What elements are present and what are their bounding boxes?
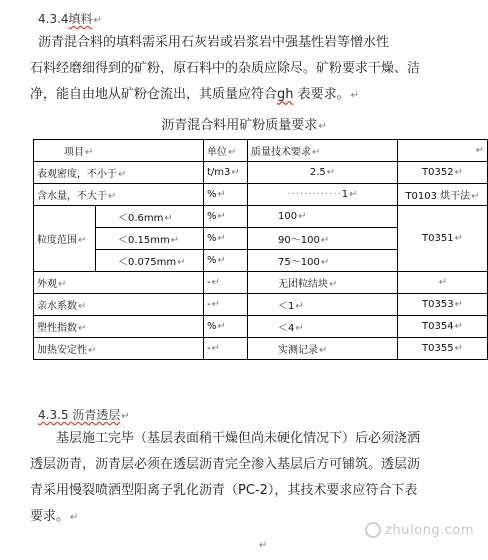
- table-row: [34, 294, 488, 316]
- table-header-row: [34, 140, 488, 162]
- paragraph-line: 净，能自由地从矿粉仓流出，其质量应符合gh 表要求。↵: [30, 87, 360, 102]
- cell-unit: t/m3↵: [204, 162, 248, 184]
- cell-method: ↵: [398, 272, 488, 294]
- header-method: ↵: [398, 140, 488, 162]
- cell-unit: %↵: [204, 316, 248, 338]
- filler-paragraph: [30, 30, 470, 109]
- cell-unit: %↵: [204, 250, 248, 272]
- prime-coat-paragraph: [30, 426, 470, 531]
- cell-item: 塑性指数↵: [34, 316, 204, 338]
- cell-method: T0103 烘干法↵: [398, 184, 488, 206]
- cell-unit: %↵: [204, 228, 248, 250]
- return-mark-icon: ↵: [70, 512, 79, 523]
- spec-reference: gh: [277, 87, 294, 102]
- cell-requirement: 无团粒结块↵: [248, 272, 398, 294]
- return-mark-icon: ↵: [318, 121, 327, 132]
- cell-requirement: 实测记录↵: [248, 338, 398, 360]
- cell-grain-size: ＜0.6mm↵: [96, 206, 204, 228]
- zhulong-logo-icon: [365, 522, 381, 538]
- header-item: 项目↵: [34, 140, 204, 162]
- section-heading-435: [38, 406, 130, 423]
- cell-item: 含水量，不大于↵: [34, 184, 204, 206]
- cell-method: T0355↵: [398, 338, 488, 360]
- cell-unit: -↵: [204, 272, 248, 294]
- paragraph-line: 基层施工完毕（基层表面稍干燥但尚未硬化情况下）后必须浇洒: [56, 431, 421, 446]
- heading-number: 4.3.4: [38, 12, 69, 26]
- table-row: [34, 316, 488, 338]
- paragraph-line: 要求。↵: [30, 509, 79, 524]
- cell-unit: -↵: [204, 338, 248, 360]
- table-row: [34, 162, 488, 184]
- cell-requirement: ·············1↵: [248, 184, 398, 206]
- return-mark-icon: ↵: [259, 540, 268, 551]
- paragraph-line: 石料经磨细得到的矿粉，原石料中的杂质应除尽。矿粉要求干燥、洁: [30, 61, 421, 76]
- cell-item: 亲水系数↵: [34, 294, 204, 316]
- heading-title: 4.3.5 沥青透层: [38, 408, 121, 422]
- table-row: [34, 338, 488, 360]
- paragraph-line: 青采用慢裂喷洒型阳离子乳化沥青（PC-2），其技术要求应符合下表: [30, 483, 418, 498]
- cell-requirement: ＜1↵: [248, 294, 398, 316]
- cell-method: T0352↵: [398, 162, 488, 184]
- cell-grain-size: ＜0.075mm↵: [96, 250, 204, 272]
- cell-grain-size: ＜0.15mm↵: [96, 228, 204, 250]
- cell-unit: %↵: [204, 184, 248, 206]
- header-requirement: 质量技术要求↵: [248, 140, 398, 162]
- table-caption: 沥青混合料用矿粉质量要求↵: [161, 118, 327, 133]
- header-unit: 单位↵: [204, 140, 248, 162]
- paragraph-line: 沥青混合料的填料需采用石灰岩或岩浆岩中强基性岩等憎水性: [38, 35, 390, 50]
- cell-item: 表观密度，不小于↵: [34, 162, 204, 184]
- cell-requirement: 90～100↵: [248, 228, 398, 250]
- paragraph-line: 透层沥青，沥青层必须在透层沥青完全渗入基层后方可铺筑。透层沥: [30, 457, 421, 472]
- return-mark-icon: ↵: [93, 15, 102, 26]
- cell-requirement: 100↵: [248, 206, 398, 228]
- cell-requirement: 2.5↵: [248, 162, 398, 184]
- cell-requirement: 75～100↵: [248, 250, 398, 272]
- table-row: [34, 184, 488, 206]
- return-mark-icon: ↵: [350, 90, 360, 101]
- section-heading-434: [38, 10, 102, 27]
- heading-title: 填料: [68, 12, 93, 26]
- cell-grain-label: 粒度范围↵: [34, 206, 96, 272]
- cell-item: 外观↵: [34, 272, 204, 294]
- return-mark-icon: ↵: [121, 411, 130, 422]
- cell-method: T0353↵: [398, 294, 488, 316]
- cell-unit: -↵: [204, 294, 248, 316]
- watermark: zhulong.com: [365, 522, 474, 538]
- cell-item: 加热安定性↵: [34, 338, 204, 360]
- cell-method: T0351↵: [398, 206, 488, 272]
- cell-method: T0354↵: [398, 316, 488, 338]
- table-row: [34, 272, 488, 294]
- table-row: [34, 206, 488, 228]
- mineral-powder-quality-table: [33, 139, 488, 360]
- cell-unit: %↵: [204, 206, 248, 228]
- cell-requirement: ＜4↵: [248, 316, 398, 338]
